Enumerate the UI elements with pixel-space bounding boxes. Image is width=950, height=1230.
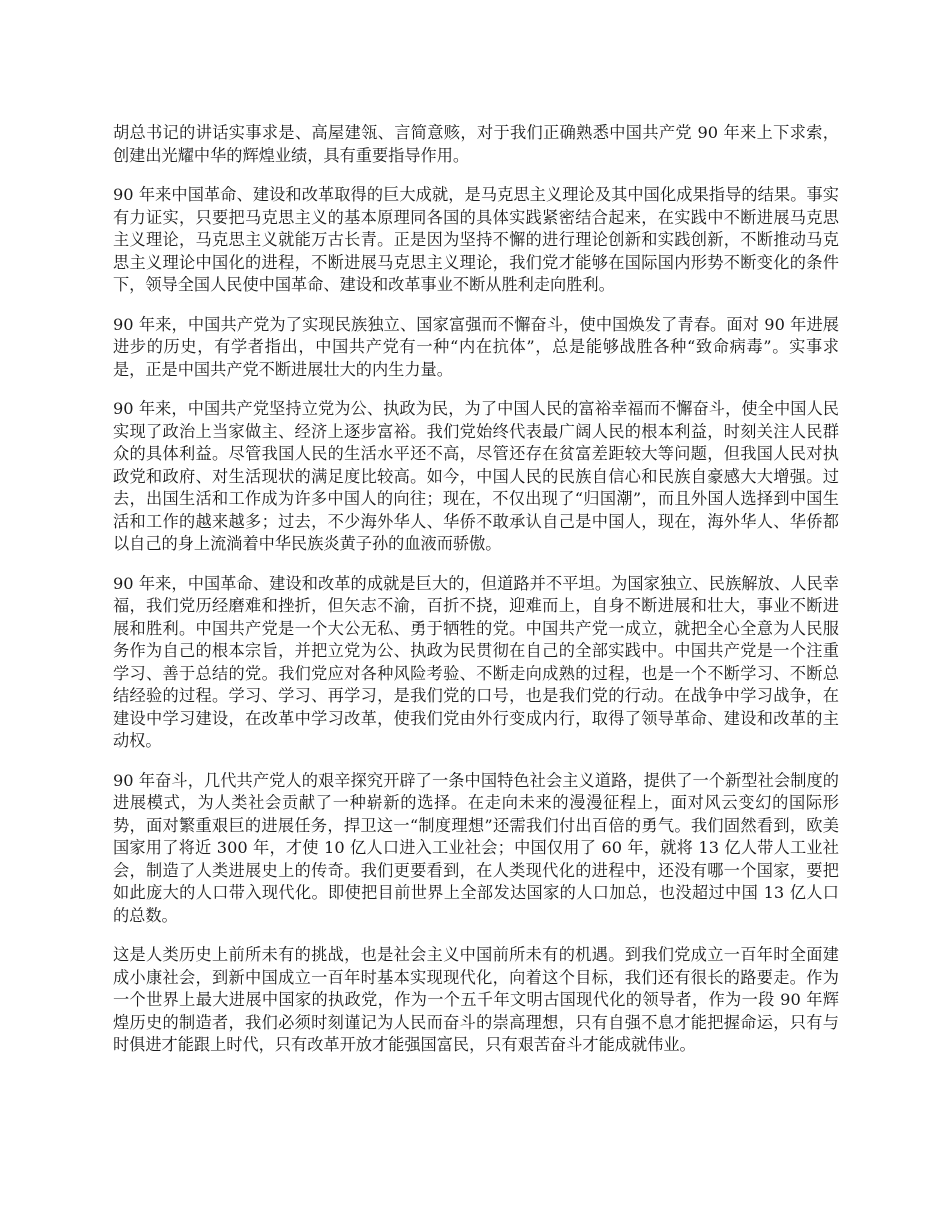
- paragraph: 90 年来，中国共产党坚持立党为公、执政为民，为了中国人民的富裕幸福而不懈奋斗，使全中国人民实现了政治上当家做主、经济上逐步富裕。我们党始终代表最广阔人民的根本利益，时刻关注人民群众的具体利益。尽管我国人民的生活水平还不高，尽管还存在贫富差距较大等问题，但我国人民对执政党和政府、对生活现状的满足度比较高。如今，中国人民的民族自信心和民族自豪感大大增强。过去，出国生活和工作成为许多中国人的向往；现在，不仅出现了“归国潮”，而且外国人选择到中国生活和工作的越来越多；过去，不少海外华人、华侨不敢承认自己是中国人，现在，海外华人、华侨都以自己的身上流淌着中华民族炎黄子孙的血液而骄傲。: [113, 399, 839, 553]
- paragraph: 90 年来，中国革命、建设和改革的成就是巨大的，但道路并不平坦。为国家独立、民族解放、人民幸福，我们党历经磨难和挫折，但矢志不渝，百折不挠，迎难而上，自身不断进展和壮大，事业不断进展和胜利。中国共产党是一个大公无私、勇于牺牲的党。中国共产党一成立，就把全心全意为人民服务作为自己的根本宗旨，并把立党为公、执政为民贯彻在自己的全部实践中。中国共产党是一个注重学习、善于总结的党。我们党应对各种风险考验、不断走向成熟的过程，也是一个不断学习、不断总结经验的过程。学习、学习、再学习，是我们党的口号，也是我们党的行动。在战争中学习战争，在建设中学习建设，在改革中学习改革，使我们党由外行变成内行，取得了领导革命、建设和改革的主动权。: [113, 573, 839, 750]
- paragraph: 90 年来，中国共产党为了实现民族独立、国家富强而不懈奋斗，使中国焕发了青春。面对 90 年进展进步的历史，有学者指出，中国共产党有一种“内在抗体”，总是能够战胜各种“致命病毒”。实事求是，正是中国共产党不断进展壮大的内生力量。: [113, 314, 839, 379]
- paragraph: 胡总书记的讲话实事求是、高屋建瓴、言简意赅，对于我们正确熟悉中国共产党 90 年来上下求索，创建出光耀中华的辉煌业绩，具有重要指导作用。: [113, 123, 839, 165]
- document-body: [113, 122, 839, 1074]
- paragraph: 90 年来中国革命、建设和改革取得的巨大成就，是马克思主义理论及其中国化成果指导的结果。事实有力证实，只要把马克思主义的基本原理同各国的具体实践紧密结合起来，在实践中不断进展马克思主义理论，马克思主义就能万古长青。正是因为坚持不懈的进行理论创新和实践创新，不断推动马克思主义理论中国化的进程，不断进展马克思主义理论，我们党才能够在国际国内形势不断变化的条件下，领导全国人民使中国革命、建设和改革事业不断从胜利走向胜利。: [113, 185, 839, 294]
- paragraph: 90 年奋斗，几代共产党人的艰辛探究开辟了一条中国特色社会主义道路，提供了一个新型社会制度的进展模式，为人类社会贡献了一种崭新的选择。在走向未来的漫漫征程上，面对风云变幻的国际形势，面对繁重艰巨的进展任务，捍卫这一“制度理想”还需我们付出百倍的勇气。我们固然看到，欧美国家用了将近 300 年，才使 10 亿人口进入工业社会；中国仅用了 60 年，就将 13 亿人带人工业社会，制造了人类进展史上的传奇。我们更要看到，在人类现代化的进程中，还没有哪一个国家，要把如此庞大的人口带入现代化。即使把目前世界上全部发达国家的人口加总，也没超过中国 13 亿人口的总数。: [113, 770, 839, 925]
- paragraph: 这是人类历史上前所未有的挑战，也是社会主义中国前所未有的机遇。到我们党成立一百年时全面建成小康社会，到新中国成立一百年时基本实现现代化，向着这个目标，我们还有很长的路要走。作为一个世界上最大进展中国家的执政党，作为一个五千年文明古国现代化的领导者，作为一段 90 年辉煌历史的制造者，我们必须时刻谨记为人民而奋斗的崇高理想，只有自强不息才能把握命运，只有与时俱进才能跟上时代，只有改革开放才能强国富民，只有艰苦奋斗才能成就伟业。: [113, 945, 839, 1054]
